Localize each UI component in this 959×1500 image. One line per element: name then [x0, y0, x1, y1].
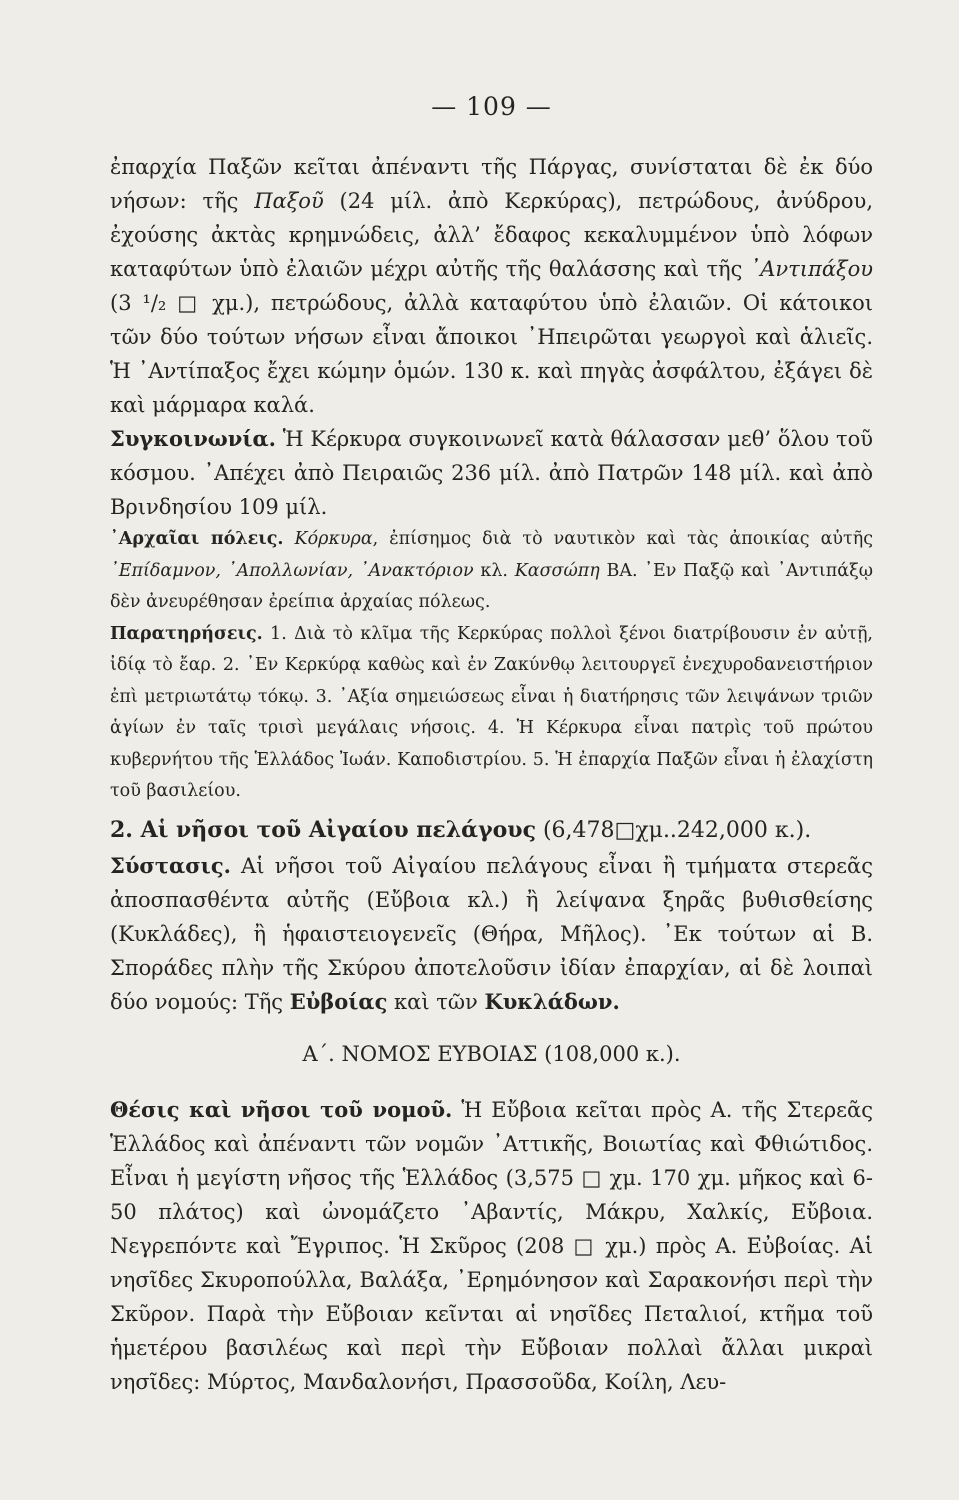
section-heading-ancient-cities: ᾿Αρχαῖαι πόλεις.	[110, 529, 284, 549]
paragraph-composition	[110, 849, 873, 1019]
paragraph-paxoi	[110, 150, 873, 422]
text-run: ἐπαρχία Παξῶν κεῖται ἀπέναντι τῆς Πάργας, συνίσταται δὲ ἐκ δύο νήσων: τῆς	[110, 155, 873, 213]
text-run: καὶ τῶν	[387, 989, 485, 1014]
section-heading-composition: Σύστασις.	[110, 852, 231, 878]
place-name-cyclades: Κυκλάδων.	[484, 988, 620, 1014]
place-name-paxos: Παξοῦ	[254, 189, 324, 213]
paragraph-ancient-cities	[110, 524, 873, 619]
paragraph-remarks	[110, 619, 873, 808]
section-heading-communication: Συγκοινωνία.	[110, 426, 276, 451]
text-run: (3 ¹/₂ □ χμ.), πετρώδους, ἀλλὰ καταφύτου ὑπὸ ἐλαιῶν. Οἱ κάτοικοι τῶν δύο τούτων νήσων εἶναι ἄποικοι ᾿Ηπειρῶται γεωργοὶ καὶ ἁλιεῖς. Ἡ ᾿Αντίπαξος ἔχει κώμην ὁμών. 130 κ. καὶ πηγὰς ἀσφάλτου, ἐξάγει δὲ καὶ μάρμαρα καλά.	[110, 291, 873, 417]
paragraph-location-islands	[110, 1093, 873, 1399]
section-heading-remarks: Παρατηρήσεις.	[110, 623, 263, 644]
text-run: , ἐπίσημος διὰ τὸ ναυτικὸν καὶ τὰς ἀποικίας αὐτῆς	[372, 529, 873, 549]
section-title-aegean	[110, 812, 873, 849]
paragraph-communication	[110, 422, 873, 524]
subheading-euboea-prefecture: Α΄. ΝΟΜΟΣ ΕΥΒΟΙΑΣ (108,000 κ.).	[302, 1041, 681, 1066]
text-run: 1. Διὰ τὸ κλῖμα τῆς Κερκύρας πολλοὶ ξένοι διατρίβουσιν ἐν αὐτῇ, ἰδίᾳ τὸ ἔαρ. 2. ᾿Εν Κερκύρᾳ καθὼς καὶ ἐν Ζακύνθῳ λειτουργεῖ ἐνεχυροδανειστήριον ἐπὶ μετριωτάτῳ τόκῳ. 3. ᾿Αξία σημειώσεως εἶναι ἡ διατήρησις τῶν λειψάνων τριῶν ἁγίων ἐν ταῖς τρισὶ μεγάλαις νήσοις. 4. Ἡ Κέρκυρα εἶναι πατρὶς τοῦ πρώτου κυβερνήτου τῆς Ἑλλάδος Ἰωάν. Καποδιστρίου. 5. Ἡ ἐπαρχία Παξῶν εἶναι ἡ ἐλαχίστη τοῦ βασιλείου.	[110, 623, 873, 801]
place-names-colonies: ᾿Επίδαμνον, ᾿Απολλωνίαν, ᾿Ανακτόριον	[110, 560, 474, 581]
text-run: Ἡ Εὔβοια κεῖται πρὸς Α. τῆς Στερεᾶς Ἑλλάδος καὶ ἀπέναντι τῶν νομῶν ᾿Αττικῆς, Βοιωτίας καὶ Φθιώτιδος. Εἶναι ἡ μεγίστη νῆσος τῆς Ἑλλάδος (3,575 □ χμ. 170 χμ. μῆκος καὶ 6-50 πλάτος) καὶ ὠνομάζετο ᾿Αβαντίς, Μάκρυ, Χαλκίς, Εὔβοια. Νεγρεπόντε καὶ Ἔγριπος. Ἡ Σκῦρος (208 □ χμ.) πρὸς Α. Εὐβοίας. Αἱ νησῖδες Σκυροπούλλα, Βαλάξα, ᾿Ερημόνησον καὶ Σαρακονήσι περὶ τὴν Σκῦρον. Παρὰ τὴν Εὔβοιαν κεῖνται αἱ νησῖδες Πεταλιοί, κτῆμα τοῦ ἡμετέρου βασιλέως καὶ περὶ τὴν Εὔβοιαν πολλαὶ ἄλλαι μικραὶ νησῖδες: Μύρτος, Μανδαλονήσι, Πρασσοῦδα, Κοίλη, Λευ-	[110, 1097, 873, 1394]
section-heading-location: Θέσις καὶ νῆσοι τοῦ νομοῦ.	[110, 1096, 453, 1122]
place-name-kassope: Κασσώπη	[514, 560, 600, 581]
text-run: κλ.	[473, 560, 515, 581]
place-name-korkyra: Κόρκυρα	[283, 529, 373, 549]
place-name-euboea: Εὐβοίας	[289, 988, 388, 1014]
section-title-text: 2. Αἱ νῆσοι τοῦ Αἰγαίου πελάγους	[110, 816, 536, 843]
text-run: Ἡ Κέρκυρα συγκοινωνεῖ κατὰ θάλασσαν μεθ’ ὅλου τοῦ κόσμου. ᾿Απέχει ἀπὸ Πειραιῶς 236 μίλ. ἀπὸ Πατρῶν 148 μίλ. καὶ ἀπὸ Βρινδησίου 109 μίλ.	[110, 427, 873, 519]
text-run: (24 μίλ. ἀπὸ Κερκύρας), πετρώδους, ἀνύδρου, ἐχούσης ἀκτὰς κρημνώδεις, ἀλλ’ ἔδαφος κεκαλυμμένον ὑπὸ λόφων καταφύτων ὑπὸ ἐλαιῶν μέχρι αὐτῆς τῆς θαλάσσης καὶ τῆς	[110, 189, 873, 281]
section-title-stats: (6,478□χμ..242,000 κ.).	[535, 817, 812, 843]
page-number: — 109 —	[431, 92, 552, 121]
place-name-antipaxos: ᾿Αντιπάξου	[749, 257, 873, 281]
text-run: ΒΑ. ᾿Εν Παξῷ καὶ ᾿Αντιπάξῳ δὲν ἀνευρέθησαν ἐρείπια ἀρχαίας πόλεως.	[110, 560, 873, 612]
text-run: Αἱ νῆσοι τοῦ Αἰγαίου πελάγους εἶναι ἢ τμήματα στερεᾶς ἀποσπασθέντα αὐτῆς (Εὔβοια κλ.) ἢ λείψανα ξηρᾶς βυθισθείσης (Κυκλάδες), ἢ ἡφαιστειογενεῖς (Θήρα, Μῆλος). ᾿Εκ τούτων αἱ Β. Σποράδες πλὴν τῆς Σκύρου ἀποτελοῦσιν ἰδίαν ἐπαρχίαν, αἱ δὲ λοιπαὶ δύο νομούς: Τῆς	[110, 853, 873, 1014]
